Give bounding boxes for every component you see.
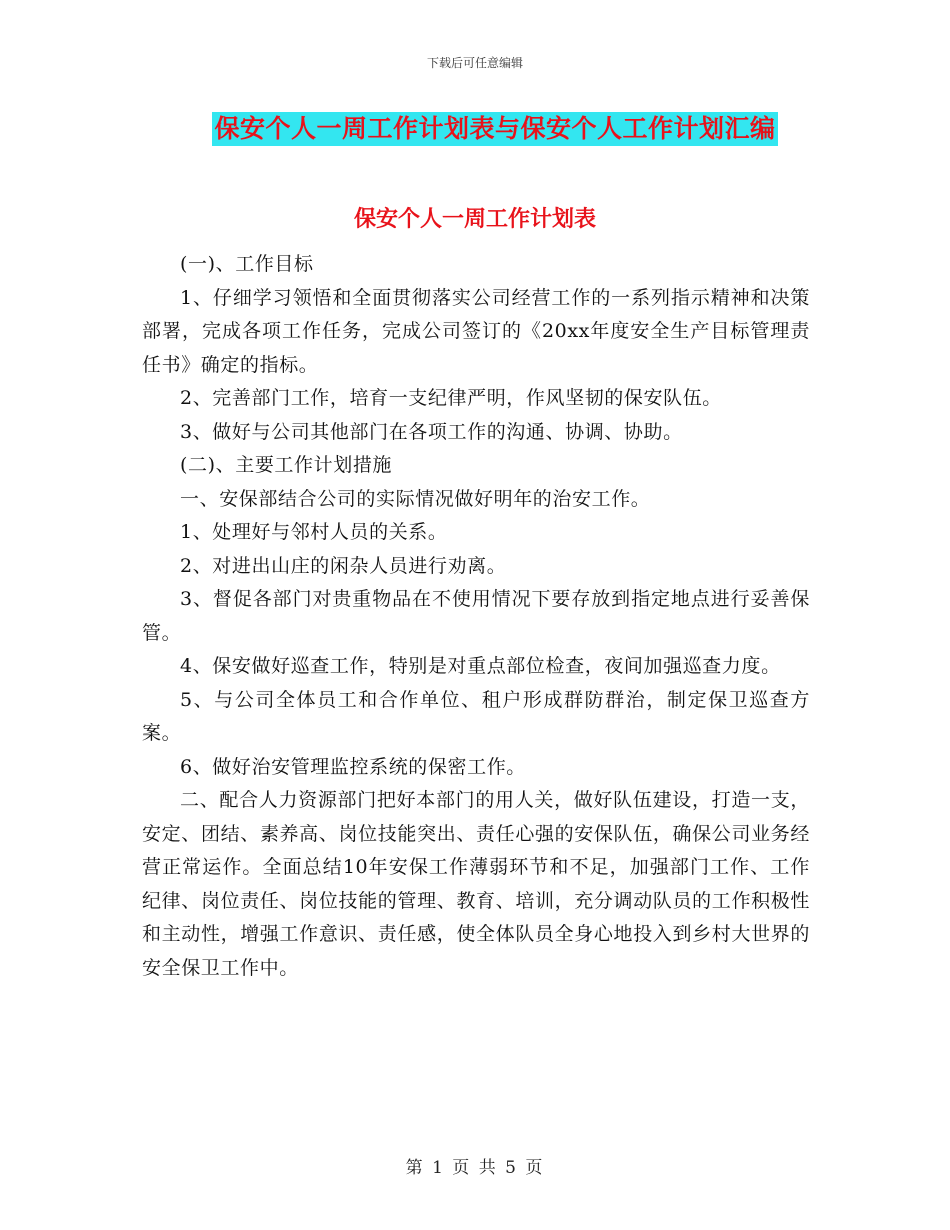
document-title-text: 保安个人一周工作计划表与保安个人工作计划汇编 bbox=[212, 112, 777, 146]
paragraph: 4、保安做好巡查工作，特别是对重点部位检查，夜间加强巡查力度。 bbox=[180, 655, 781, 677]
paragraph: 2、完善部门工作，培育一支纪律严明，作风坚韧的保安队伍。 bbox=[180, 387, 722, 409]
paragraph: 2、对进出山庄的闲杂人员进行劝离。 bbox=[180, 554, 507, 577]
paragraph: 6、做好治安管理监控系统的保密工作。 bbox=[180, 755, 526, 778]
paragraph: 3、督促各部门对贵重物品在不使用情况下要存放到指定地点进行妥善保管。 bbox=[142, 588, 810, 644]
paragraph-goal-heading: (一)、工作目标 bbox=[180, 253, 314, 275]
page-number-footer: 第 1 页 共 5 页 bbox=[405, 1158, 545, 1178]
header-note: 下载后可任意编辑 bbox=[426, 56, 523, 70]
paragraph: 5、与公司全体员工和合作单位、租户形成群防群治，制定保卫巡查方案。 bbox=[142, 688, 810, 744]
paragraph: 3、做好与公司其他部门在各项工作的沟通、协调、协助。 bbox=[180, 420, 683, 443]
document-body bbox=[142, 248, 810, 985]
section-title: 保安个人一周工作计划表 bbox=[353, 206, 596, 232]
paragraph: 1、仔细学习领悟和全面贯彻落实公司经营工作的一系列指示精神和决策部署，完成各项工作任务，完成公司签订的《20xx年度安全生产目标管理责任书》确定的指标。 bbox=[142, 286, 810, 376]
paragraph: 1、处理好与邻村人员的关系。 bbox=[180, 521, 448, 543]
document-title bbox=[0, 112, 950, 146]
paragraph: 一、安保部结合公司的实际情况做好明年的治安工作。 bbox=[180, 487, 651, 510]
paragraph-measures-heading: (二)、主要工作计划措施 bbox=[180, 454, 393, 476]
paragraph: 二、配合人力资源部门把好本部门的用人关，做好队伍建设，打造一支，安定、团结、素养高、岗位技能突出、责任心强的安保队伍，确保公司业务经营正常运作。全面总结10年安保工作薄弱环节和不足，加强部门工作、工作纪律、岗位责任、岗位技能的管理、教育、培训，充分调动队员的工作积极性和主动性，增强工作意识、责任感，使全体队员全身心地投入到乡村大世界的安全保卫工作中。 bbox=[142, 789, 810, 979]
